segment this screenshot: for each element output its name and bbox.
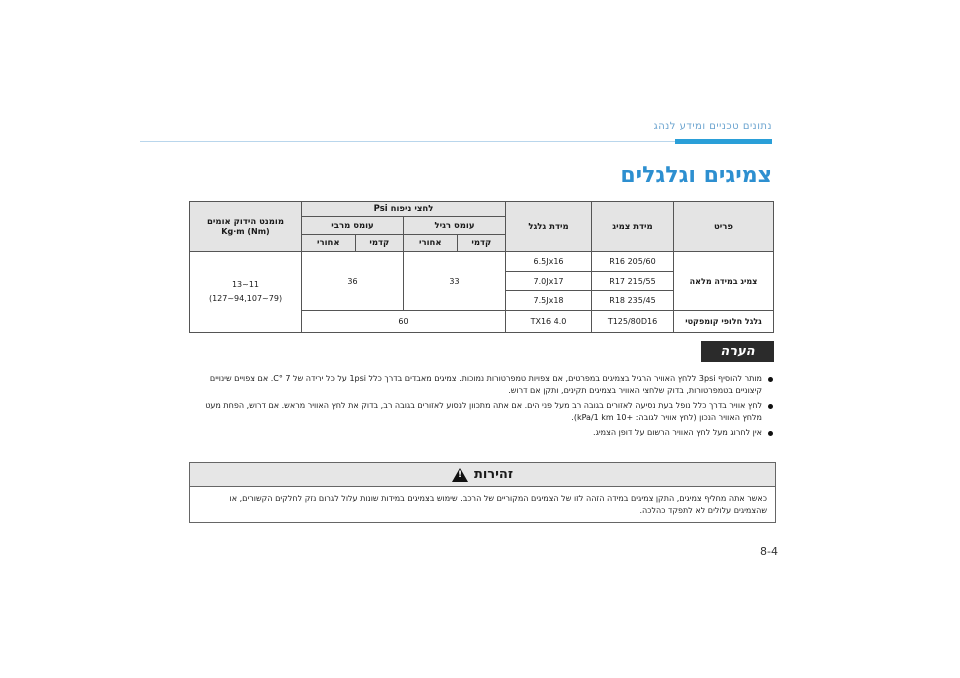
normal-pressure-cell: 33 <box>404 252 506 311</box>
warning-triangle-icon <box>452 468 468 482</box>
warning-title: זהירות <box>473 467 514 482</box>
torque-nm: (79~94,107~127) <box>208 294 283 303</box>
wheel-size-cell: 6.5Jx16 <box>506 252 592 272</box>
tire-spec-table <box>189 201 774 333</box>
section-header: נתונים טכניים ומידע לנהג <box>653 121 772 132</box>
header-torque-label: מומנט הידוק אומים <box>207 217 284 227</box>
note-list <box>192 373 774 442</box>
spare-label: גלגל חלופי קומפקטי <box>674 311 774 333</box>
warning-text: כאשר אתה מחליף צמיגים, התקן צמיגים במידה הזהה לזו של הצמיגים המקוריים של הרכב. שימוש בצמיגים במידות שונות עלול לגרום נזק לחלקים הקשורים, או שהצמיגים עלולים לא לתפקד כהלכה. <box>229 494 767 515</box>
tire-size-cell: 235/45 R18 <box>592 291 674 311</box>
warning-header <box>190 463 775 487</box>
header-pressure: לחצי ניפוח Psi <box>302 202 506 217</box>
header-accent-bar <box>675 139 772 144</box>
tire-size-cell: 215/55 R17 <box>592 272 674 291</box>
header-wheel-size: מידת גלגל <box>506 202 592 252</box>
header-normal-front: קדמי <box>457 235 505 252</box>
tire-size-cell: 205/60 R16 <box>592 252 674 272</box>
note-item: מותר להוסיף 3psi ללחץ האוויר הרגיל בצמיגים במפרטים, אם צפויות טמפרטורות נמוכות. צמיגים מאבדים בדרך כלל 1psi על כל ירידה של 7 °C. אם צפויים שינויים קיצוניים בטמפרטורות, בדוק שלחצי האוויר בצמיגים תקינים, ותקן אם דרוש. <box>192 373 774 397</box>
spare-pressure: 60 <box>302 311 506 333</box>
header-normal-rear: אחורי <box>404 235 458 252</box>
header-normal-load: עומס רגיל <box>404 217 506 235</box>
note-item: אין לחרוג מעל לחץ האוויר הרשום על דופן הצמיג. <box>192 427 774 439</box>
note-item: לחץ אוויר בדרך כלל נופל בעת נסיעה לאזורים בגובה רב מעל פני הים. אם אתה מתכוון לנסוע לאזורים בגובה רב, בדוק את לחץ האוויר מראש. אם דרוש, הפחת מעט מלחץ האוויר הנכון (לחץ אוויר לגובה: +10 kPa/1 km). <box>192 400 774 424</box>
spare-wheel-size: 4.0 TX16 <box>506 311 592 333</box>
header-torque-unit: Kg·m (Nm) <box>221 227 270 236</box>
header-max-load: עומס מרבי <box>302 217 404 235</box>
torque-kgm: 11~13 <box>231 280 260 289</box>
spare-tire-size: T125/80D16 <box>592 311 674 333</box>
warning-box <box>189 462 776 523</box>
page-title: צמיגים וגלגלים <box>620 163 772 188</box>
max-pressure-cell: 36 <box>302 252 404 311</box>
wheel-size-cell: 7.5Jx18 <box>506 291 592 311</box>
page-number: 8-4 <box>760 545 778 558</box>
note-label: הערה <box>701 341 774 362</box>
header-max-front: קדמי <box>355 235 403 252</box>
wheel-size-cell: 7.0Jx17 <box>506 272 592 291</box>
header-torque <box>190 202 302 252</box>
full-size-label: צמיג במידה מלאה <box>674 252 774 311</box>
torque-cell <box>190 252 302 333</box>
header-max-rear: אחורי <box>302 235 356 252</box>
header-item: פריט <box>674 202 774 252</box>
header-tire-size: מידת צמיג <box>592 202 674 252</box>
